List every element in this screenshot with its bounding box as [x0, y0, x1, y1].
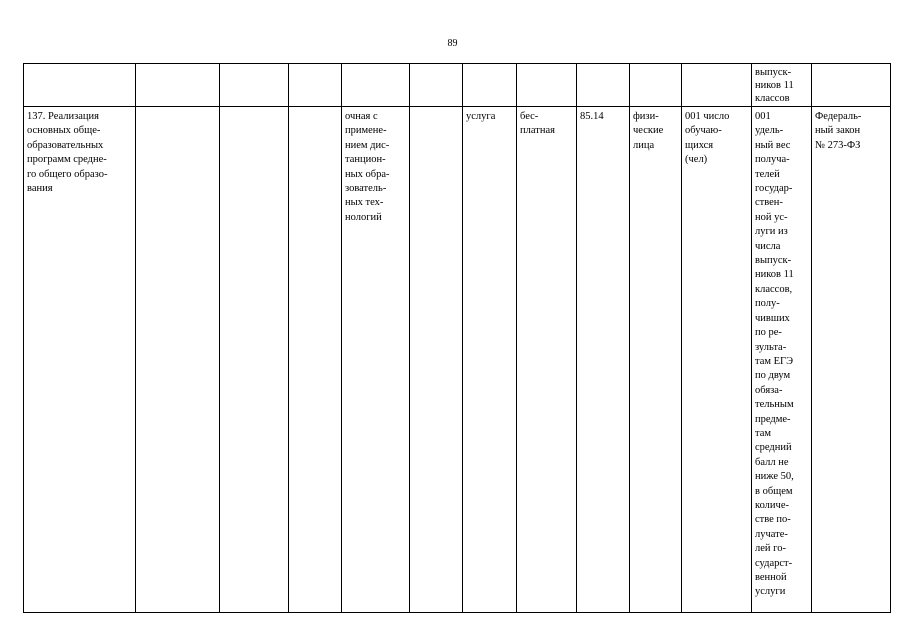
table-row-137 — [24, 107, 891, 613]
legal-basis-cell: Федераль- ный закон № 273-ФЗ — [812, 107, 891, 613]
consumers-cell: физи- ческие лица — [630, 107, 682, 613]
page-number: 89 — [447, 38, 458, 49]
okved-cell: 85.14 — [577, 107, 630, 613]
table-cell — [136, 64, 220, 107]
table-cell — [220, 64, 289, 107]
table-cell — [289, 107, 342, 613]
services-table — [23, 63, 891, 613]
table-cell — [342, 64, 410, 107]
table-cell — [410, 107, 463, 613]
table-cell — [812, 64, 891, 107]
table-cell: выпуск- ников 11 классов — [752, 64, 812, 107]
service-name-cell: 137. Реализация основных обще- образовательных программ средне- го общего образо- вания — [24, 107, 136, 613]
table-cell — [577, 64, 630, 107]
table-row-continued — [24, 64, 891, 107]
table-cell — [630, 64, 682, 107]
table-cell — [517, 64, 577, 107]
table-cell — [220, 107, 289, 613]
type-cell: услуга — [463, 107, 517, 613]
table-cell — [463, 64, 517, 107]
table-cell — [289, 64, 342, 107]
payment-cell: бес- платная — [517, 107, 577, 613]
table-cell — [410, 64, 463, 107]
form-cell: очная с примене- нием дис- танцион- ных обра- зователь- ных тех- нологий — [342, 107, 410, 613]
quality-indicator-cell: 001 удель- ный вес получа- телей государ- ствен- ной ус- луги из числа выпуск- ников 11 классов, полу- чивших по ре- зульта- там ЕГЭ по двум обяза- тельным предме- там средний балл не ниже 50, в общем количе- стве по- лучате- лей го- сударст- венной услуги — [752, 107, 812, 613]
table-cell — [682, 64, 752, 107]
volume-indicator-cell: 001 число обучаю- щихся (чел) — [682, 107, 752, 613]
table-cell — [24, 64, 136, 107]
table-cell — [136, 107, 220, 613]
